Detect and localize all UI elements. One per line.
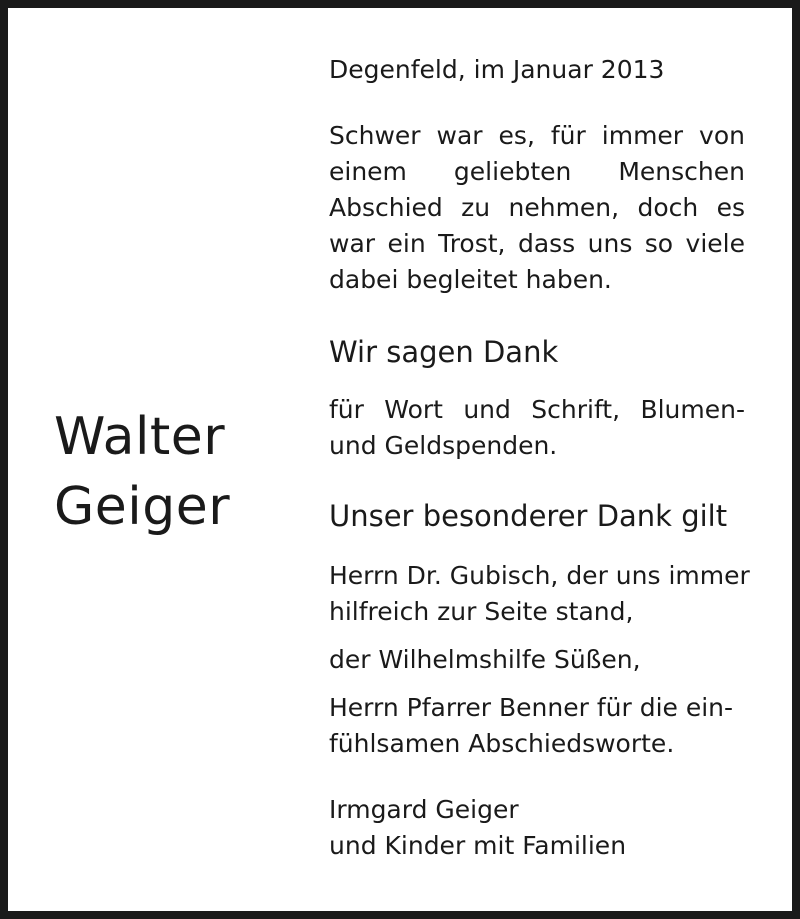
signature <box>329 792 745 864</box>
thanks-paragraph <box>329 392 745 464</box>
thanks-line: für Wort und Schrift, Blumen- <box>329 395 745 424</box>
special-thanks-pastor <box>329 690 745 762</box>
signature-line: Irmgard Geiger <box>329 795 519 824</box>
intro-line: einem geliebten Menschen <box>329 157 745 186</box>
heading-thanks-text: Wir sagen Dank <box>329 335 559 369</box>
special-line: Herrn Pfarrer Benner für die ein- <box>329 693 734 722</box>
heading-thanks <box>329 333 745 371</box>
thanks-line: und Geldspenden. <box>329 431 558 460</box>
deceased-first-name: Walter <box>54 407 226 467</box>
deceased-name <box>54 402 230 542</box>
special-line: der Wilhelmshilfe Süßen, <box>329 645 641 674</box>
intro-line: war ein Trost, dass uns so viele <box>329 229 745 258</box>
special-line: fühlsamen Abschiedsworte. <box>329 729 675 758</box>
place-date <box>329 52 745 88</box>
intro-line: dabei begleitet haben. <box>329 265 612 294</box>
signature-line: und Kinder mit Familien <box>329 831 627 860</box>
heading-special-text: Unser besonderer Dank gilt <box>329 499 728 533</box>
special-line: Herrn Dr. Gubisch, der uns immer <box>329 561 750 590</box>
special-thanks-doctor <box>329 558 750 630</box>
special-thanks-care-home <box>329 642 745 678</box>
intro-line: Schwer war es, für immer von <box>329 121 745 150</box>
place-date-text: Degenfeld, im Januar 2013 <box>329 55 665 84</box>
special-line: hilfreich zur Seite stand, <box>329 597 634 626</box>
intro-paragraph <box>329 118 745 298</box>
heading-special <box>329 497 745 535</box>
intro-line: Abschied zu nehmen, doch es <box>329 193 745 222</box>
deceased-last-name: Geiger <box>54 477 231 537</box>
